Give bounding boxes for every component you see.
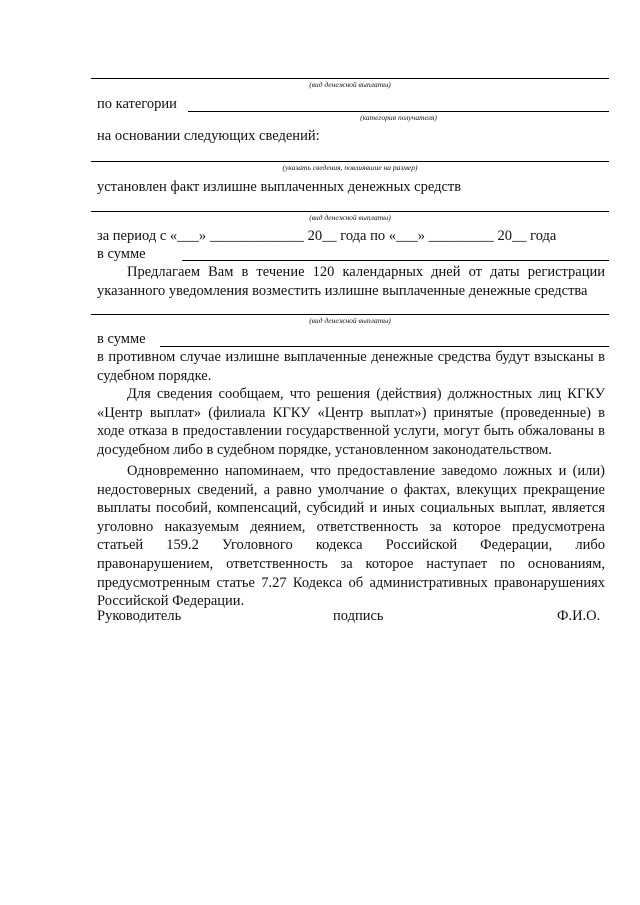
proposal-paragraph: Предлагаем Вам в течение 120 календарных дней от даты регистрации указанного уведомления возместить излишне выплаченные денежные средства [97,264,605,299]
period-line: за период с «___» _____________ 20__ года по «___» _________ 20__ года [97,228,557,244]
in-amount-label: в сумме [97,246,146,262]
in-amount-label-2: в сумме [97,331,146,347]
payout-type-line-3[interactable] [91,314,609,315]
full-name-label: Ф.И.О. [557,608,601,624]
fact-established-label: установлен факт излишне выплаченных денежных средств [97,179,462,195]
otherwise-paragraph: в противном случае излишне выплаченные денежные средства будут взысканы в судебном порядке. [97,349,605,384]
info-basis-caption: (указать сведения, повлиявшие на размер) [282,163,418,172]
by-category-label: по категории [97,96,177,112]
payout-type-caption-2: (вид денежной выплаты) [309,213,391,222]
appeal-paragraph: Для сведения сообщаем, что решения (действия) должностных лиц КГКУ «Центр выплат» (филиала КГКУ «Центр выплат») принятые (проведенные) в ходе отказа в предоставлении государственной услуги, могут быть обжалованы в досудебном либо в судебном порядке, установленном законодательством. [97,386,605,458]
head-label: Руководитель [97,608,182,624]
recipient-category-line[interactable] [188,111,609,112]
payout-type-caption-1: (вид денежной выплаты) [309,80,391,89]
in-amount-line[interactable] [182,260,609,261]
recipient-category-caption: (категория получателя) [360,113,437,122]
payout-type-line-1[interactable] [91,78,609,79]
based-on-label: на основании следующих сведений: [97,128,320,144]
reminder-paragraph: Одновременно напоминаем, что предоставление заведомо ложных и (или) недостоверных сведений, а равно умолчание о фактах, влекущих прекращение выплаты пособий, компенсаций, субсидий и иных социальных выплат, является уголовно наказуемым деянием, ответственность за которое предусмотрена статьей 159.2 Уголовного кодекса Российской Федерации, либо правонарушением, ответственность за которое наступает по основаниям, предусмотренным статье 7.27 Кодекса об административных правонарушениях Российской Федерации. [97,463,605,610]
info-basis-line[interactable] [91,161,609,162]
in-amount-line-2[interactable] [160,346,609,347]
payout-type-caption-3: (вид денежной выплаты) [309,316,391,325]
signature-label: подпись [333,608,384,624]
payout-type-line-2[interactable] [91,211,609,212]
